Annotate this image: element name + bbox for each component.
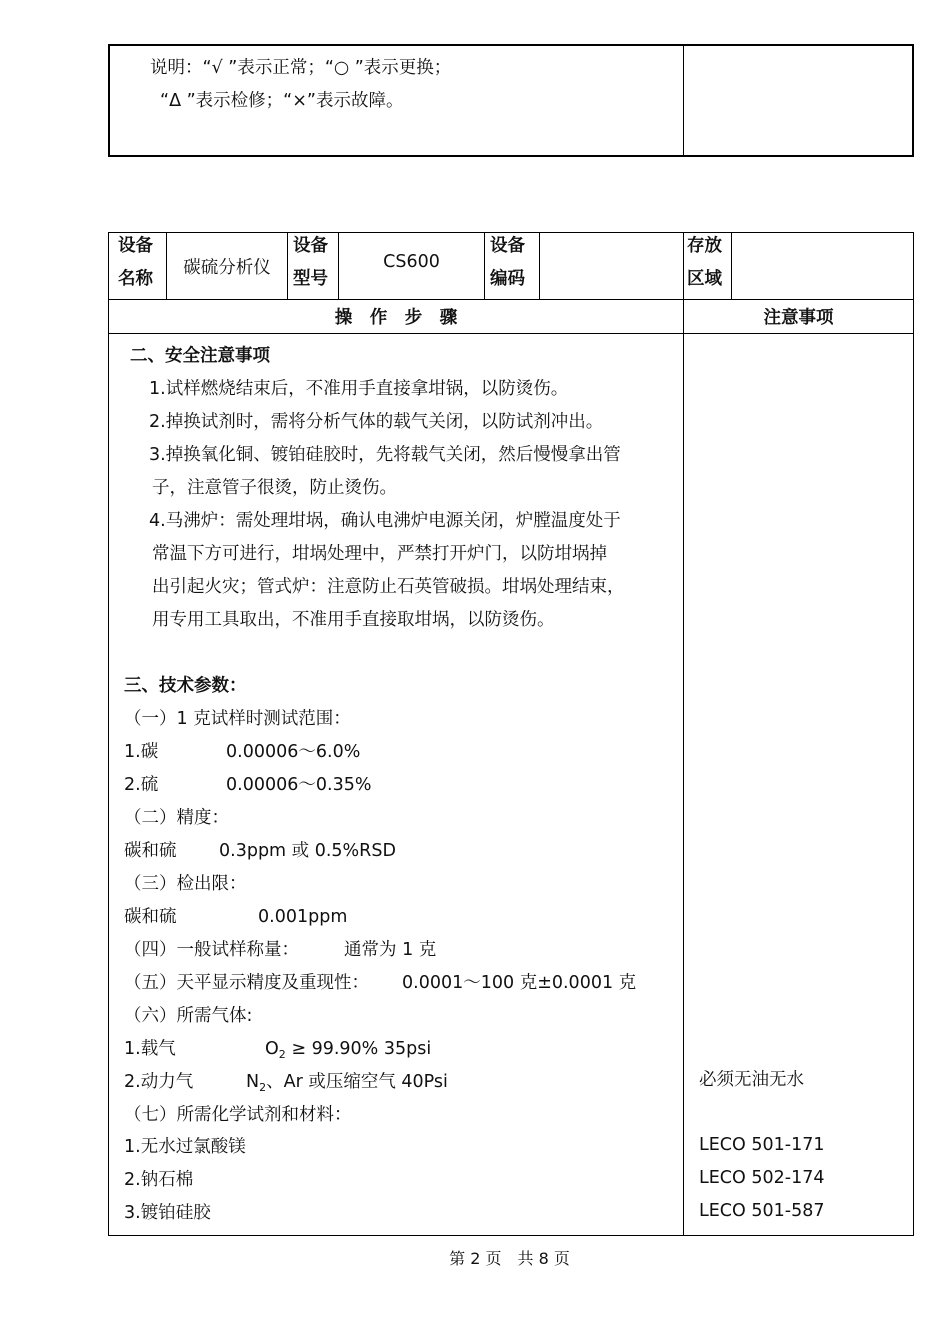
notes-column-header: 注意事项 — [763, 308, 834, 328]
safety-line: 3.掉换氧化铜、镀铂硅胶时，先将载气关闭，然后慢慢拿出管 — [149, 445, 621, 465]
weight-title: （四）一般试样称量： — [124, 940, 299, 960]
area-value — [732, 233, 913, 299]
carbon-value: 0.00006～6.0% — [226, 742, 361, 762]
detection-label: 碳和硫 — [124, 907, 177, 927]
carrier-gas-label: 1.载气 — [124, 1039, 176, 1059]
legend-line-2: “Δ ”表示检修；“×”表示故障。 — [160, 91, 404, 111]
safety-line: 用专用工具取出，不准用手直接取坩埚，以防烫伤。 — [152, 610, 555, 630]
chem-code: LECO 501-587 — [699, 1201, 825, 1221]
precision-title: （二）精度： — [124, 808, 229, 828]
chem-title: （七）所需化学试剂和材料： — [124, 1105, 352, 1125]
balance-title: （五）天平显示精度及重现性： — [124, 973, 369, 993]
safety-line: 1.试样燃烧结束后，不准用手直接拿坩锅，以防烫伤。 — [149, 379, 569, 399]
code-value — [540, 233, 683, 299]
chem-code: LECO 502-174 — [699, 1168, 825, 1188]
chem-code: LECO 501-171 — [699, 1135, 825, 1155]
code-label: 设备 编码 — [490, 236, 525, 289]
area-label: 存放 区域 — [687, 236, 722, 289]
chem-item: 3.镀铂硅胶 — [124, 1203, 211, 1223]
page-footer: 第 2 页 共 8 页 — [449, 1249, 570, 1268]
precision-value: 0.3ppm 或 0.5%RSD — [219, 841, 396, 861]
chem-item: 1.无水过氯酸镁 — [124, 1137, 246, 1157]
safety-line: 子，注意管子很烫，防止烫伤。 — [152, 478, 397, 498]
balance-value: 0.0001～100 克±0.0001 克 — [402, 973, 637, 993]
carrier-gas-value: $O_2 \ge 99.90\%$ 35psi — [265, 1039, 432, 1061]
tech-title: 三、技术参数： — [124, 676, 247, 696]
precision-label: 碳和硫 — [124, 841, 177, 861]
name-label: 设备 名称 — [118, 236, 153, 289]
power-gas-note: 必须无油无水 — [699, 1070, 804, 1090]
weight-value: 通常为 1 克 — [344, 940, 437, 960]
safety-line: 4.马沸炉：需处理坩埚，确认电沸炉电源关闭，炉膛温度处于 — [149, 511, 621, 531]
safety-line: 常温下方可进行，坩埚处理中，严禁打开炉门，以防坩埚掉 — [152, 544, 607, 564]
range-title: （一）1 克试样时测试范围： — [124, 709, 351, 729]
carbon-label: 1.碳 — [124, 742, 159, 762]
gas-title: （六）所需气体: — [124, 1006, 253, 1026]
steps-column-header: 操 作 步 骤 — [334, 308, 458, 328]
model-value: CS600 — [383, 252, 440, 272]
safety-title: 二、安全注意事项 — [130, 346, 270, 366]
safety-line: 出引起火灾；管式炉：注意防止石英管破损。坩埚处理结束， — [152, 577, 625, 597]
name-value: 碳硫分析仪 — [183, 257, 271, 278]
model-label: 设备 型号 — [293, 236, 328, 289]
sulfur-value: 0.00006～0.35% — [226, 775, 372, 795]
safety-line: 2.掉换试剂时，需将分析气体的载气关闭，以防试剂冲出。 — [149, 412, 604, 432]
power-gas-value: $N_2$、Ar 或压缩空气 40Psi — [246, 1072, 448, 1094]
legend-line-1: 说明：“√ ”表示正常；“○ ”表示更换； — [150, 58, 452, 78]
sulfur-label: 2.硫 — [124, 775, 159, 795]
detection-title: （三）检出限： — [124, 874, 247, 894]
detection-value: 0.001ppm — [258, 907, 348, 927]
chem-item: 2.钠石棉 — [124, 1170, 194, 1190]
power-gas-label: 2.动力气 — [124, 1072, 194, 1092]
